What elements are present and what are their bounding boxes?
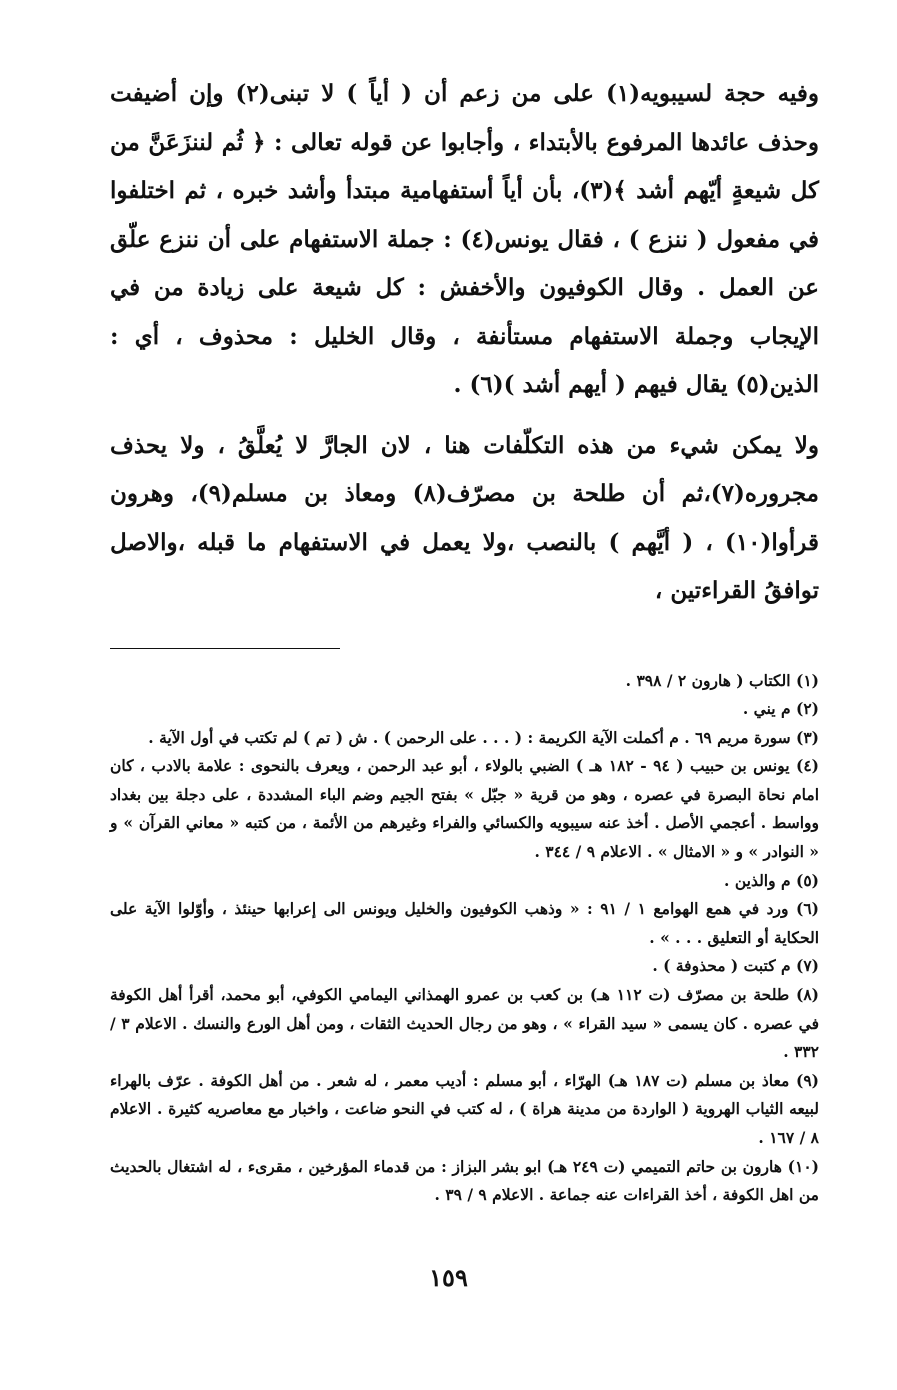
footnote-separator <box>110 648 819 649</box>
page-number: ١٥٩ <box>429 1263 468 1292</box>
footnotes <box>110 667 819 1210</box>
footnote-1: (١) الكتاب ( هارون ٢ / ٣٩٨ . <box>625 670 819 690</box>
footnote-10: (١٠) هارون بن حاتم التميمي (ت ٢٤٩ هـ) ابو بشر البزاز : من قدماء المؤرخين ، مقرىء ، له اشتغال بالحديث من اهل الكوفة ، أخذ القراءات عنه جماعة . الاعلام ٩ / ٣٩ . <box>110 1156 819 1205</box>
footnote-3: (٣) سورة مريم ٦٩ . م أكملت الآية الكريمة : ( . . . على الرحمن ) . ش ( تم ) لم تكتب في أول الآية . <box>148 727 819 747</box>
footnote-4: (٤) يونس بن حبيب ( ٩٤ - ١٨٢ هـ ) الضبي بالولاء ، أبو عبد الرحمن ، ويعرف بالنحوى : علامة بالادب ، كان امام نحاة البصرة في عصره ، وهو من قرية « جبّل » بفتح الجيم وضم الباء المشددة ، على دجلة بين بغداد وواسط . أعجمي الأصل . أخذ عنه سيبويه والكسائي والفراء وغيرهم من الأئمة ، من كتبه « معاني القرآن » و « النوادر » و « الامثال » . الاعلام ٩ / ٣٤٤ . <box>110 756 819 862</box>
body-paragraph-1: وفيه حجة لسيبويه(١) على من زعم أن ( أياً ) لا تبنى(٢) وإن أضيفت وحذف عائدها المرفوع بالأبتداء ، وأجابوا عن قوله تعالى : ﴿ ثُم لننزَعَنَّ من كل شيعةٍ أيّهم أشد ﴾(٣)، بأن أياً أستفهامية مبتدأ وأشد خبره ، ثم اختلفوا في مفعول ( ننزع ) ، فقال يونس(٤) : جملة الاستفهام على أن ننزع علّق عن العمل . وقال الكوفيون والأخفش : كل شيعة على زيادة من في الإيجاب وجملة الاستفهام مستأنفة ، وقال الخليل : محذوف ، أي : الذين(٥) يقال فيهم ( أيهم أشد )(٦) . <box>110 80 819 398</box>
body-paragraph-2: ولا يمكن شيء من هذه التكلّفات هنا ، لان الجارَّ لا يُعلَّقُ ، ولا يحذف مجروره(٧)،ثم أن طلحة بن مصرّف(٨) ومعاذ بن مسلم(٩)، وهرون قرأوا(١٠) ، ( أيَّهم ) بالنصب ،ولا يعمل في الاستفهام ما قبله ،والاصل توافقُ القراءتين ، <box>110 431 819 604</box>
footnote-7: (٧) م كتبت ( محذوفة ) . <box>652 956 819 976</box>
footnote-8: (٨) طلحة بن مصرّف (ت ١١٢ هـ) بن كعب بن عمرو الهمذاني اليمامي الكوفي، أبو محمد، أقرأ أهل الكوفة في عصره . كان يسمى « سيد القراء » ، وهو من رجال الحديث الثقات ، ومن أهل الورع والنسك . الاعلام ٣ / ٣٣٢ . <box>110 985 819 1062</box>
footnote-9: (٩) معاذ بن مسلم (ت ١٨٧ هـ) الهرّاء ، أبو مسلم : أديب معمر ، له شعر . من أهل الكوفة . عرّف بالهراء لبيعه الثياب الهروية ( الواردة من مدينة هراة ) ، له كتب في النحو ضاعت ، واخبار مع معاصريه كثيرة . الاعلام ٨ / ١٦٧ . <box>110 1070 819 1147</box>
footnote-5: (٥) م والذين . <box>724 870 819 890</box>
footnote-6: (٦) ورد في همع الهوامع ١ / ٩١ : « وذهب الكوفيون والخليل ويونس الى إعرابها حينئذ ، وأوّلوا الآية على الحكاية أو التعليق . . . » . <box>110 899 819 947</box>
main-text <box>110 70 819 616</box>
footnote-2: (٢) م يني . <box>742 699 819 719</box>
